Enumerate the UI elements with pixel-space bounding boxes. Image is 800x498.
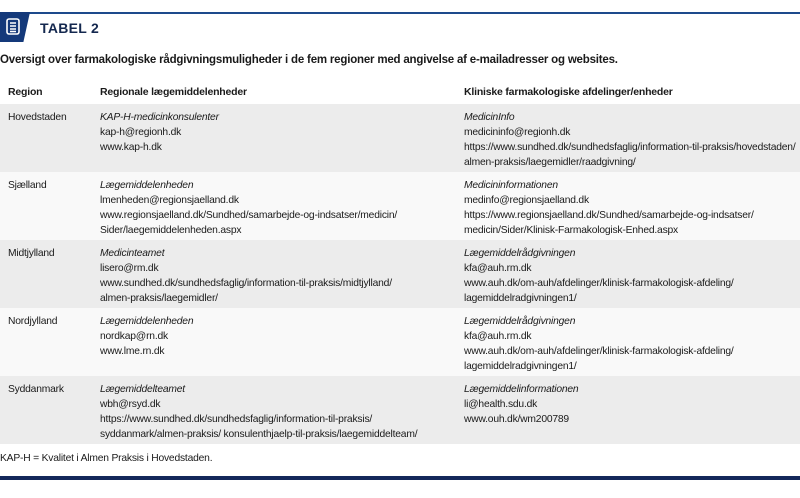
- clinical-cell: [456, 376, 800, 444]
- regional-email[interactable]: lmenheden@regionsjaelland.dk: [100, 195, 239, 206]
- regional-email[interactable]: lisero@rm.dk: [100, 263, 159, 274]
- clinical-website[interactable]: https://www.regionsjaelland.dk/Sundhed/samarbejde-og-indsatser/: [464, 210, 754, 221]
- table-row: [0, 240, 800, 308]
- regional-cell: [92, 376, 456, 444]
- clinical-email[interactable]: medicininfo@regionh.dk: [464, 127, 571, 138]
- table-title: TABEL 2: [40, 20, 100, 36]
- table-badge: [0, 12, 30, 42]
- regional-email[interactable]: wbh@rsyd.dk: [100, 399, 161, 410]
- clinical-website[interactable]: medicin/Sider/Klinisk-Farmakologisk-Enhed.aspx: [464, 225, 678, 236]
- regional-email[interactable]: kap-h@regionh.dk: [100, 127, 182, 138]
- regional-unit-name: KAP-H-medicinkonsulenter: [100, 112, 219, 123]
- clinical-website[interactable]: www.auh.dk/om-auh/afdelinger/klinisk-farmakologisk-afdeling/: [464, 278, 734, 289]
- regional-website[interactable]: https://www.sundhed.dk/sundhedsfaglig/information-til-praksis/: [100, 414, 373, 425]
- clinical-email[interactable]: li@health.sdu.dk: [464, 399, 538, 410]
- clinical-unit-name: MedicinInfo: [464, 112, 515, 123]
- table-row: [0, 172, 800, 240]
- footnote: KAP-H = Kvalitet i Almen Praksis i Hovedstaden.: [0, 453, 213, 464]
- column-header-clinical: Kliniske farmakologiske afdelinger/enheder: [464, 86, 673, 98]
- regional-unit-name: Medicinteamet: [100, 248, 165, 259]
- regional-website[interactable]: www.lme.rn.dk: [100, 346, 165, 357]
- clinical-website[interactable]: lagemiddelradgivningen1/: [464, 361, 577, 372]
- regional-website[interactable]: www.sundhed.dk/sundhedsfaglig/information-til-praksis/midtjylland/: [100, 278, 392, 289]
- table-row: [0, 376, 800, 444]
- regional-cell: [92, 172, 456, 240]
- regional-website[interactable]: almen-praksis/laegemidler/: [100, 293, 218, 304]
- table-caption: Oversigt over farmakologiske rådgivningsmuligheder i de fem regioner med angivelse af e-mailadresser og websites.: [0, 54, 618, 66]
- regional-website[interactable]: Sider/laegemiddelenheden.aspx: [100, 225, 242, 236]
- table-header-row: [0, 80, 800, 104]
- clinical-email[interactable]: kfa@auh.rm.dk: [464, 263, 532, 274]
- clinical-website[interactable]: www.ouh.dk/wm200789: [464, 414, 569, 425]
- table-row: [0, 308, 800, 376]
- column-header-regional: Regionale lægemiddelenheder: [100, 86, 247, 98]
- clinical-email[interactable]: medinfo@regionsjaelland.dk: [464, 195, 589, 206]
- regional-unit-name: Lægemiddelteamet: [100, 384, 185, 395]
- footer-rule: [0, 476, 800, 480]
- clinical-unit-name: Lægemiddelrådgivningen: [464, 248, 576, 259]
- clinical-website[interactable]: https://www.sundhed.dk/sundhedsfaglig/information-til-praksis/hovedstaden/: [464, 142, 796, 153]
- regional-email[interactable]: nordkap@rn.dk: [100, 331, 168, 342]
- clinical-cell: [456, 308, 800, 376]
- clinical-cell: [456, 172, 800, 240]
- regional-website[interactable]: syddanmark/almen-praksis/ konsulenthjaelp-til-praksis/laegemiddelteam/: [100, 429, 418, 440]
- clinical-cell: [456, 104, 800, 172]
- regions-table: [0, 80, 800, 444]
- region-cell: Nordjylland: [0, 308, 92, 376]
- clinical-website[interactable]: almen-praksis/laegemidler/raadgivning/: [464, 157, 636, 168]
- regional-unit-name: Lægemiddelenheden: [100, 180, 194, 191]
- header-rule: [0, 12, 800, 14]
- region-cell: Midtjylland: [0, 240, 92, 308]
- clinical-email[interactable]: kfa@auh.rm.dk: [464, 331, 532, 342]
- regional-cell: [92, 104, 456, 172]
- clinical-unit-name: Lægemiddelrådgivningen: [464, 316, 576, 327]
- region-cell: Syddanmark: [0, 376, 92, 444]
- clinical-website[interactable]: www.auh.dk/om-auh/afdelinger/klinisk-farmakologisk-afdeling/: [464, 346, 734, 357]
- regional-website[interactable]: www.regionsjaelland.dk/Sundhed/samarbejde-og-indsatser/medicin/: [100, 210, 398, 221]
- document-list-icon: [6, 18, 20, 35]
- regional-unit-name: Lægemiddelenheden: [100, 316, 194, 327]
- regional-cell: [92, 308, 456, 376]
- clinical-website[interactable]: lagemiddelradgivningen1/: [464, 293, 577, 304]
- regional-website[interactable]: www.kap-h.dk: [100, 142, 162, 153]
- region-cell: Sjælland: [0, 172, 92, 240]
- clinical-unit-name: Medicininformationen: [464, 180, 558, 191]
- clinical-cell: [456, 240, 800, 308]
- column-header-region: Region: [8, 86, 43, 98]
- region-cell: Hovedstaden: [0, 104, 92, 172]
- table-row: [0, 104, 800, 172]
- clinical-unit-name: Lægemiddelinformationen: [464, 384, 579, 395]
- regional-cell: [92, 240, 456, 308]
